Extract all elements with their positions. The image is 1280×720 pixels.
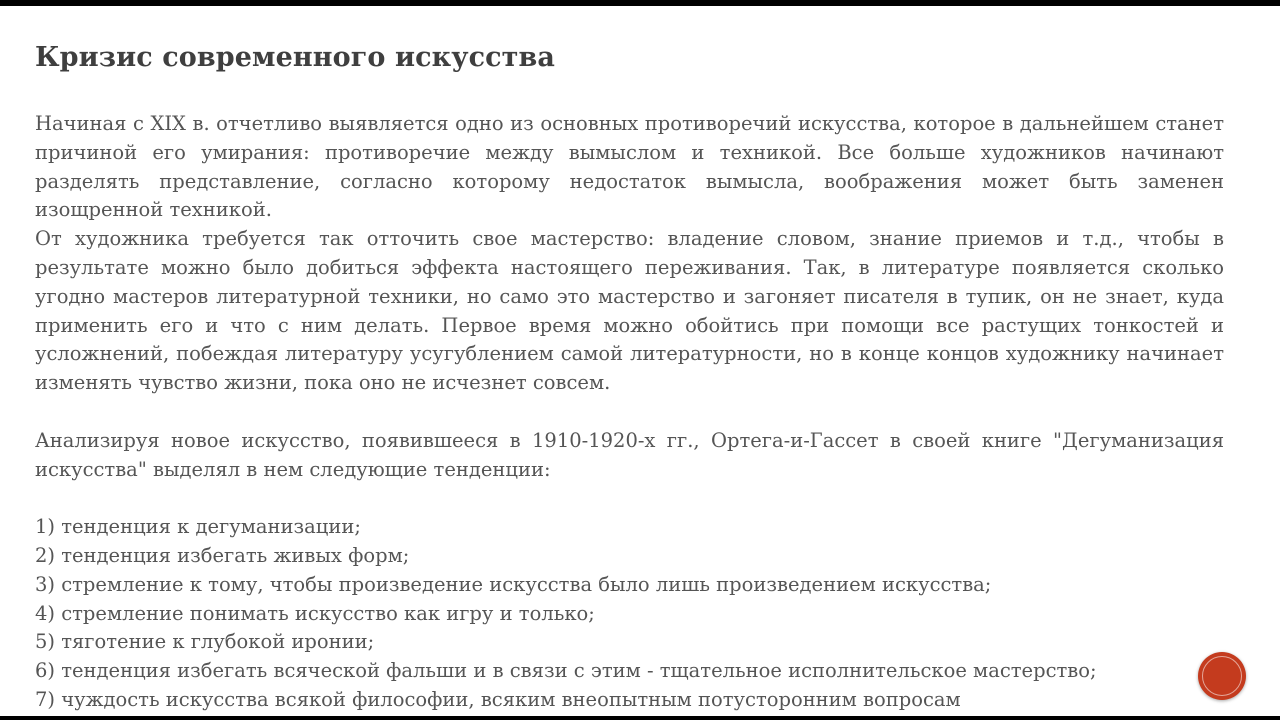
slide-title: Кризис современного искусства [35,42,555,73]
paragraph-3: Анализируя новое искусство, появившееся в 1910-1920-х гг., Ортега-и-Гассет в своей книге "Дегуманизация искусства" выделял в нем следующие тенденции: [35,428,1224,481]
slide [0,6,1280,718]
slide-body [35,110,1224,715]
spacer [35,484,1224,513]
list-item: 7) чуждость искусства всякой философии, всяким внеопытным потусторонним вопросам [35,687,961,711]
list-item: 4) стремление понимать искусство как игру и только; [35,601,595,625]
paragraph-1: Начиная с XIX в. отчетливо выявляется одно из основных противоречий искусства, которое в дальнейшем станет причиной его умирания: противоречие между вымыслом и техникой. Все больше художников начинают разделять представление, согласно которому недостаток вымысла, воображения может быть заменен изощренной техникой. [35,112,1224,222]
list-item: 6) тенденция избегать всяческой фальши и в связи с этим - тщательное исполнительское мастерство; [35,659,1097,683]
list-item: 1) тенденция к дегуманизации; [35,515,361,539]
paragraph-2: От художника требуется так отточить свое мастерство: владение словом, знание приемов и т.д., чтобы в результате можно было добиться эффекта настоящего переживания. Так, в литературе появляется сколько угодно мастеров литературной техники, но само это мастерство и загоняет писателя в тупик, он не знает, куда применить его и что с ним делать. Первое время можно обойтись при помощи все растущих тонкостей и усложнений, побеждая литературу усугублением самой литературности, но в конце концов художнику начинает изменять чувство жизни, пока оно не исчезнет совсем. [35,227,1224,395]
spacer [35,398,1224,427]
circle-icon[interactable] [1198,652,1246,700]
list-item: 3) стремление к тому, чтобы произведение искусства было лишь произведением искусства; [35,572,992,596]
list-item: 2) тенденция избегать живых форм; [35,543,410,567]
list-item: 5) тяготение к глубокой иронии; [35,630,375,654]
bottom-bar [0,716,1280,720]
tendencies-list [35,513,1224,715]
